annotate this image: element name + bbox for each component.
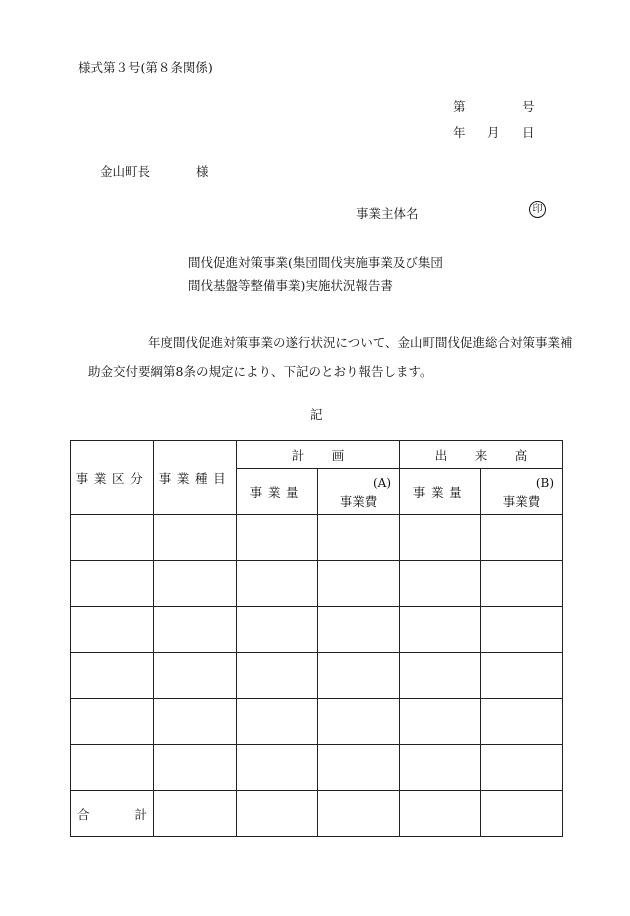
table-cell[interactable]: [400, 699, 481, 745]
table-cell[interactable]: [481, 745, 563, 791]
report-title-line-1: 間伐促進対策事業(集団間伐実施事業及び集団: [188, 255, 443, 270]
table-cell[interactable]: [400, 607, 481, 653]
date-year-label: 年: [453, 125, 466, 140]
table-cell[interactable]: [400, 515, 481, 561]
result-cost-header: [481, 469, 563, 515]
report-table: [70, 440, 563, 837]
table-cell[interactable]: [400, 561, 481, 607]
table-cell[interactable]: [154, 515, 237, 561]
ki-heading: 記: [310, 407, 323, 422]
table-cell[interactable]: [237, 515, 318, 561]
table-cell[interactable]: [71, 515, 154, 561]
total-label-cell: [71, 791, 154, 837]
table-cell[interactable]: [318, 653, 400, 699]
addressee: 金山町長: [100, 164, 151, 179]
report-title-line-2: 間伐基盤等整備事業)実施状況報告書: [188, 278, 393, 293]
table-cell[interactable]: [154, 607, 237, 653]
table-cell[interactable]: [481, 653, 563, 699]
mark-a: (A): [372, 476, 392, 490]
table-cell[interactable]: [481, 561, 563, 607]
table-cell[interactable]: [318, 699, 400, 745]
table-row: [71, 745, 563, 791]
mark-b: (B): [535, 476, 555, 490]
group-header-plan: 計画: [237, 441, 400, 469]
plan-volume-header: 事業量: [237, 469, 318, 515]
document-number-suffix: 号: [522, 99, 535, 114]
table-cell[interactable]: [400, 653, 481, 699]
table-row: [71, 607, 563, 653]
form-number: 様式第３号(第８条関係): [78, 60, 213, 75]
table-cell[interactable]: [237, 561, 318, 607]
table-cell[interactable]: [237, 607, 318, 653]
result-volume-header: 事業量: [400, 469, 481, 515]
table-cell[interactable]: [71, 745, 154, 791]
plan-cost-label: 事業費: [339, 494, 378, 509]
table-cell[interactable]: [71, 607, 154, 653]
column-header-category: 事業区分: [71, 441, 154, 515]
table-cell[interactable]: [318, 515, 400, 561]
body-text-line-2: 助金交付要綱第8条の規定により、下記のとおり報告します。: [88, 364, 433, 379]
table-cell[interactable]: [237, 791, 318, 837]
document-number-prefix: 第: [453, 99, 466, 114]
honorific: 様: [196, 164, 209, 179]
total-row: [71, 791, 563, 837]
table-cell[interactable]: [237, 699, 318, 745]
table-cell[interactable]: [237, 653, 318, 699]
table-cell[interactable]: [318, 561, 400, 607]
table-row: [71, 699, 563, 745]
table-cell[interactable]: [237, 745, 318, 791]
table-cell[interactable]: [154, 699, 237, 745]
table-cell[interactable]: [318, 791, 400, 837]
group-header-result: 出来高: [400, 441, 563, 469]
total-label-left: 合: [77, 806, 90, 822]
table-header-row: [71, 441, 563, 469]
seal-icon: 印: [529, 201, 546, 218]
table-cell[interactable]: [481, 515, 563, 561]
table-cell[interactable]: [481, 607, 563, 653]
result-cost-label: 事業費: [502, 494, 541, 509]
table-row: [71, 515, 563, 561]
table-cell[interactable]: [400, 745, 481, 791]
table-cell[interactable]: [71, 561, 154, 607]
table-cell[interactable]: [400, 791, 481, 837]
table-cell[interactable]: [481, 699, 563, 745]
table-cell[interactable]: [154, 791, 237, 837]
column-header-type: 事業種目: [154, 441, 237, 515]
date-month-label: 月: [487, 125, 500, 140]
table-cell[interactable]: [154, 561, 237, 607]
table-cell[interactable]: [71, 653, 154, 699]
entity-name-label: 事業主体名: [356, 206, 419, 221]
date-day-label: 日: [522, 125, 535, 140]
table-row: [71, 653, 563, 699]
total-label-right: 計: [134, 806, 147, 822]
table-cell[interactable]: [481, 791, 563, 837]
table-row: [71, 561, 563, 607]
table-cell[interactable]: [318, 607, 400, 653]
table-cell[interactable]: [154, 653, 237, 699]
table-cell[interactable]: [71, 699, 154, 745]
plan-cost-header: [318, 469, 400, 515]
body-text-line-1: 年度間伐促進対策事業の遂行状況について、金山町間伐促進総合対策事業補: [148, 335, 573, 350]
table-cell[interactable]: [318, 745, 400, 791]
table-cell[interactable]: [154, 745, 237, 791]
